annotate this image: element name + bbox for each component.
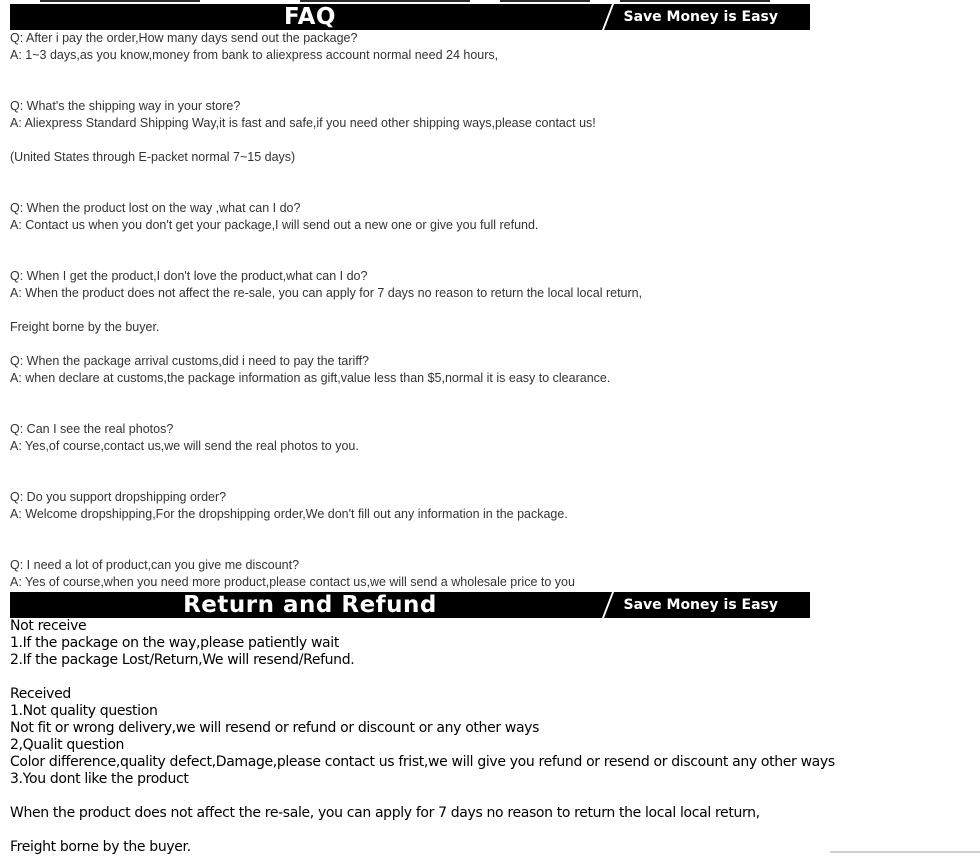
refund-note: When the product does not affect the re-sale, you can apply for 7 days no reason to return the local local return,	[10, 805, 760, 821]
faq-answer: A: When the product does not affect the re-sale, you can apply for 7 days no reason to return the local local return,	[10, 286, 643, 300]
refund-heading: Not receive	[10, 618, 87, 634]
faq-question: Q: After i pay the order,How many days send out the package?	[10, 31, 358, 45]
faq-answer: A: 1~3 days,as you know,money from bank to aliexpress account normal need 24 hours,	[10, 48, 499, 62]
refund-banner	[10, 592, 810, 618]
refund-item: Color difference,quality defect,Damage,please contact us frist,we will give you refund or resend or discount any other ways	[10, 754, 835, 770]
faq-answer: A: Aliexpress Standard Shipping Way,it is fast and safe,if you need other shipping ways,please contact us!	[10, 116, 596, 130]
faq-banner	[10, 4, 810, 30]
top-image-strip	[0, 0, 980, 3]
faq-question: Q: When the product lost on the way ,what can I do?	[10, 201, 301, 215]
refund-heading: Received	[10, 686, 71, 702]
faq-question: Q: What's the shipping way in your store?	[10, 99, 241, 113]
faq-answer: A: Yes of course,when you need more product,please contact us,we will send a wholesale price to you	[10, 575, 575, 589]
faq-answer: A: Welcome dropshipping,For the dropshipping order,We don't fill out any information in the package.	[10, 507, 568, 521]
faq-title: FAQ	[284, 4, 336, 30]
faq-question: Q: Do you support dropshipping order?	[10, 490, 227, 504]
faq-answer: A: Yes,of course,contact us,we will send the real photos to you.	[10, 439, 359, 453]
refund-item: 2,Qualit question	[10, 737, 125, 753]
refund-item: 1.Not quality question	[10, 703, 158, 719]
refund-title: Return and Refund	[183, 592, 437, 618]
faq-question: Q: When I get the product,I don't love the product,what can I do?	[10, 269, 368, 283]
refund-item: 1.If the package on the way,please patiently wait	[10, 635, 339, 651]
refund-tagline: Save Money is Easy	[623, 597, 778, 613]
refund-item: 3.You dont like the product	[10, 771, 189, 787]
faq-question: Q: I need a lot of product,can you give me discount?	[10, 558, 300, 572]
faq-answer: A: Contact us when you don't get your package,I will send out a new one or give you full refund.	[10, 218, 539, 232]
refund-note: Freight borne by the buyer.	[10, 839, 191, 855]
faq-tagline: Save Money is Easy	[623, 9, 778, 25]
faq-answer: A: when declare at customs,the package information as gift,value less than $5,normal it is easy to clearance.	[10, 371, 611, 385]
faq-question: Q: Can I see the real photos?	[10, 422, 174, 436]
faq-note: Freight borne by the buyer.	[10, 320, 160, 334]
bottom-divider	[830, 851, 980, 853]
faq-question: Q: When the package arrival customs,did i need to pay the tariff?	[10, 354, 369, 368]
refund-item: Not fit or wrong delivery,we will resend or refund or discount or any other ways	[10, 720, 540, 736]
refund-item: 2.If the package Lost/Return,We will resend/Refund.	[10, 652, 355, 668]
faq-note: (United States through E-packet normal 7~15 days)	[10, 150, 296, 164]
